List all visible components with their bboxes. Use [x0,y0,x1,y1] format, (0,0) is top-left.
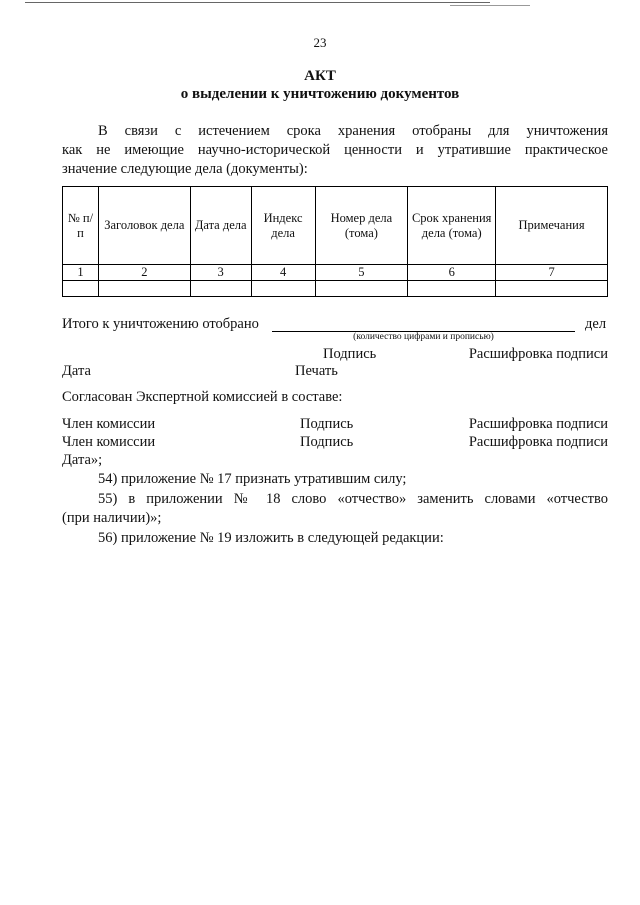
title-line-2: о выделении к уничтожению документов [180,86,460,102]
total-unit: дел [585,316,607,332]
scan-top-line-short [450,5,530,6]
member-decode: Расшифровка подписи [468,434,608,450]
table-cell [63,281,99,297]
table-cell: 2 [98,265,190,281]
table-cell [496,281,608,297]
table-cell: 3 [190,265,251,281]
table-header-row [63,187,608,265]
intro-line-3: значение следующие дела (документы): [62,161,308,177]
item-56: 56) приложение № 19 изложить в следующей редакции: [98,530,444,546]
header-case-number: Номер дела (тома) [315,187,408,265]
member-sign: Подпись [300,434,354,450]
page-number: 23 [313,35,327,50]
table-empty-row [63,281,608,297]
intro-line-1: В связи с истечением срока хранения отобраны для уничтожения [98,123,608,139]
header-title: Заголовок дела [98,187,190,265]
member-role: Член комиссии [62,434,156,450]
title-line-1: АКТ [304,68,336,84]
table-cell: 1 [63,265,99,281]
intro-paragraph [62,122,608,179]
table-cell [408,281,496,297]
date-label: Дата [62,363,91,379]
item-55-line-2: (при наличии)»; [62,510,162,526]
intro-line-2: как не имеющие научно-исторической ценности и утратившие практическое [62,142,608,158]
header-storage-term: Срок хранения дела (тома) [408,187,496,265]
documents-table [62,186,608,297]
table-cell: 6 [408,265,496,281]
signature-decode-label: Расшифровка подписи [468,346,608,362]
stamp-label: Печать [295,363,338,379]
table-cell [251,281,315,297]
total-label: Итого к уничтожению отобрано [62,316,259,332]
table-cell: 4 [251,265,315,281]
header-date: Дата дела [190,187,251,265]
header-number: № п/п [63,187,99,265]
total-hint: (количество цифрами и прописью) [353,332,494,342]
table-cell [190,281,251,297]
header-index: Индекс дела [251,187,315,265]
date-end: Дата»; [62,452,103,468]
member-decode: Расшифровка подписи [468,416,608,432]
table-cell [98,281,190,297]
document-title [0,67,640,103]
signature-label: Подпись [323,346,377,362]
table-cell [315,281,408,297]
member-role: Член комиссии [62,416,156,432]
item-55-line-1: 55) в приложении № 18 слово «отчество» заменить словами «отчество [98,491,608,507]
agreed-line: Согласован Экспертной комиссией в составе: [62,389,343,405]
member-sign: Подпись [300,416,354,432]
table-cell: 7 [496,265,608,281]
table-cell: 5 [315,265,408,281]
header-notes: Примечания [496,187,608,265]
table-number-row [63,265,608,281]
scan-top-line [25,2,490,3]
item-54: 54) приложение № 17 признать утратившим силу; [98,471,407,487]
